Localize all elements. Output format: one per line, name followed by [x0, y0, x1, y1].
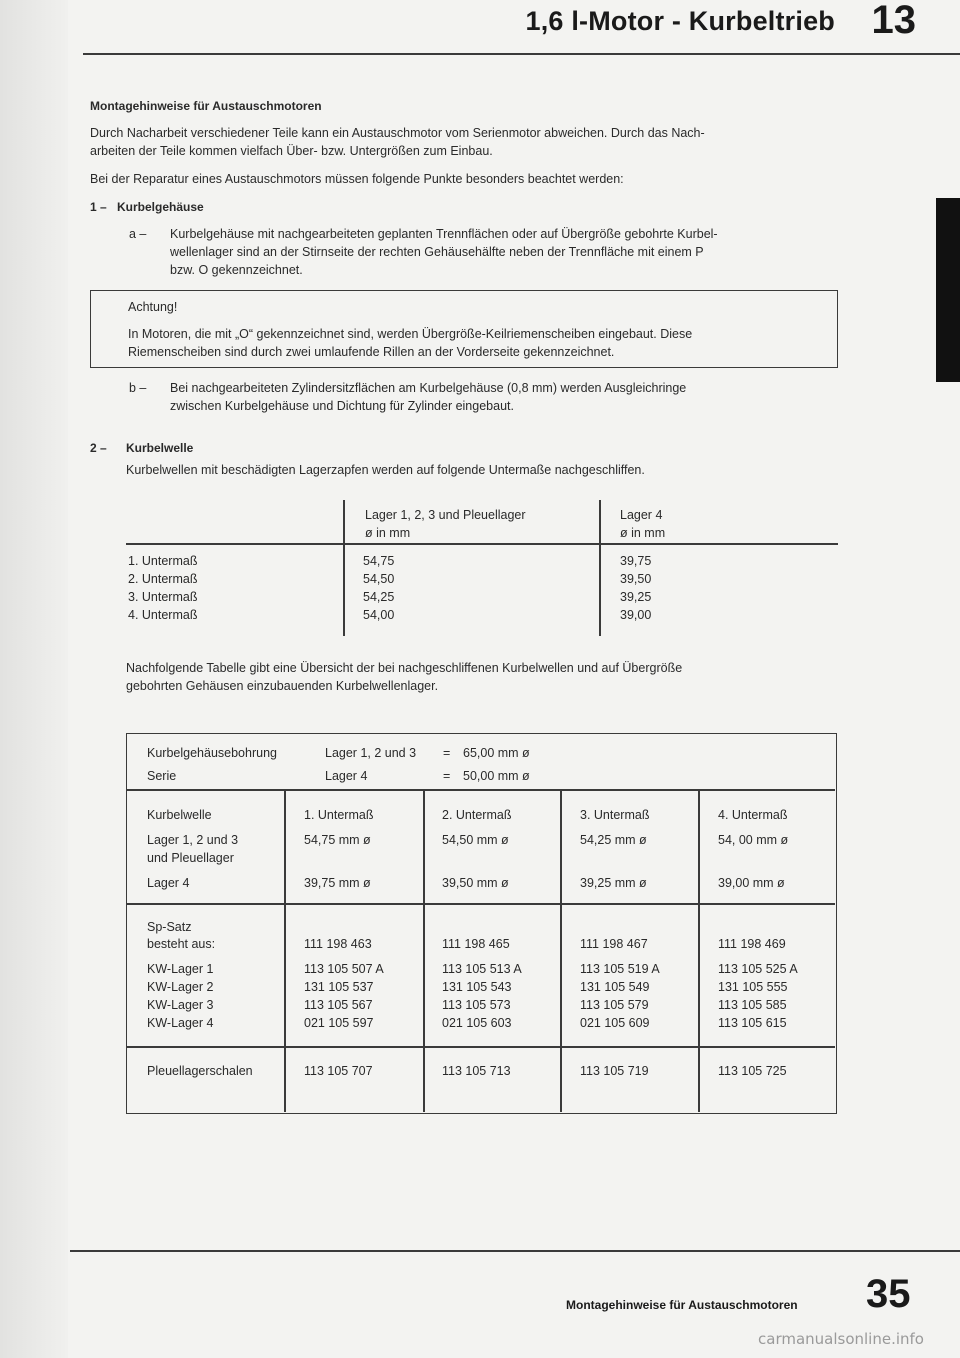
undersize-col-l4: 39,00 mm ø: [718, 876, 785, 890]
undersize-row-l4: 39,25: [620, 590, 652, 604]
rod-bearing-part: 113 105 713: [442, 1064, 511, 1078]
table-col-rule-2: [423, 789, 425, 1112]
part-number: 021 105 597: [304, 1016, 374, 1030]
undersize-col-main: 54,75 mm ø: [304, 833, 371, 847]
intro-heading: Montagehinweise für Austauschmotoren: [90, 99, 322, 113]
item-b-marker: b –: [129, 381, 147, 395]
bore-l4-value: 50,00 mm ø: [463, 769, 530, 783]
undersize-col-main: 54, 00 mm ø: [718, 833, 789, 847]
followup-line1: Nachfolgende Tabelle gibt eine Übersicht der bei nachgeschliffenen Kurbelwellen und auf Übergröße: [126, 661, 683, 675]
kw-lager-1-label: KW-Lager 1: [147, 962, 214, 976]
undersize-row-l4: 39,75: [620, 554, 652, 568]
rod-bearing-part: 113 105 707: [304, 1064, 373, 1078]
crankshaft-label: Kurbelwelle: [147, 808, 212, 822]
kw-lager-2-label: KW-Lager 2: [147, 980, 214, 994]
set-number: 111 198 463: [304, 937, 372, 951]
col1-header-line1: Lager 1, 2, 3 und Pleuellager: [365, 508, 526, 522]
table-rule-set: [127, 1046, 835, 1048]
page-edge-shade: [0, 0, 68, 1358]
warning-text: [128, 325, 828, 361]
section1-number: 1 –: [90, 200, 107, 214]
rod-bearing-label: Pleuellagerschalen: [147, 1064, 253, 1078]
undersize-col-l4: 39,75 mm ø: [304, 876, 371, 890]
undersize-row-label: 2. Untermaß: [128, 572, 198, 586]
table-col-rule-1: [284, 789, 286, 1112]
bore-label: Kurbelgehäusebohrung: [147, 746, 277, 760]
series-label: Serie: [147, 769, 177, 783]
part-number: 131 105 549: [580, 980, 650, 994]
table-rule-top: [127, 789, 835, 791]
part-number: 113 105 519 A: [580, 962, 660, 976]
intro-para1-line1: Durch Nacharbeit verschiedener Teile kann ein Austauschmotor vom Serienmotor abweichen. Durch das Nach-: [90, 126, 705, 140]
equals-sign: =: [443, 746, 451, 760]
undersize-row-label: 1. Untermaß: [128, 554, 198, 568]
item-a-line2: wellenlager sind an der Stirnseite der rechten Gehäusehälfte neben der Trennfläche mit einem P: [170, 245, 704, 259]
part-number: 021 105 603: [442, 1016, 512, 1030]
part-number: 131 105 543: [442, 980, 512, 994]
section2-text: Kurbelwellen mit beschädigten Lagerzapfen werden auf folgende Untermaße nachgeschliffen.: [126, 463, 645, 477]
crank-l4-label: Lager 4: [147, 876, 190, 890]
watermark: carmanualsonline.info: [758, 1330, 924, 1348]
col1-header-line2: ø in mm: [365, 526, 411, 540]
kw-lager-4-label: KW-Lager 4: [147, 1016, 214, 1030]
chapter-number: 13: [871, 0, 916, 42]
undersize-col-head: 1. Untermaß: [304, 808, 374, 822]
warning-line1: In Motoren, die mit „O“ gekennzeichnet sind, werden Übergröße-Keilriemenscheiben eingebaut. Diese: [128, 327, 693, 341]
table-rule-crank: [127, 903, 835, 905]
undersize-row-main: 54,50: [363, 572, 395, 586]
crank-main-label-l1: Lager 1, 2 und 3: [147, 833, 239, 847]
chapter-tab-marker: [936, 198, 960, 382]
undersize-col-main: 54,50 mm ø: [442, 833, 509, 847]
col2-header-line1: Lager 4: [620, 508, 663, 522]
rod-bearing-part: 113 105 725: [718, 1064, 787, 1078]
item-a-marker: a –: [129, 227, 147, 241]
footer-title: Montagehinweise für Austauschmotoren: [566, 1298, 798, 1312]
col2-header-line2: ø in mm: [620, 526, 666, 540]
part-number: 113 105 507 A: [304, 962, 384, 976]
set-number: 111 198 467: [580, 937, 648, 951]
section1-heading: Kurbelgehäuse: [117, 200, 204, 214]
rod-bearing-part: 113 105 719: [580, 1064, 649, 1078]
bearing-set-table: [126, 733, 837, 1114]
item-a-line1: Kurbelgehäuse mit nachgearbeiteten geplanten Trennflächen oder auf Übergröße gebohrte Kurbel-: [170, 227, 718, 241]
part-number: 021 105 609: [580, 1016, 650, 1030]
undersize-row-l4: 39,00: [620, 608, 652, 622]
undersize-row-l4: 39,50: [620, 572, 652, 586]
intro-para1-line2: arbeiten der Teile kommen vielfach Über- bzw. Untergrößen zum Einbau.: [90, 144, 493, 158]
bore-main-value: 65,00 mm ø: [463, 746, 530, 760]
part-number: 113 105 585: [718, 998, 787, 1012]
part-number: 131 105 555: [718, 980, 788, 994]
undersize-col-l4: 39,25 mm ø: [580, 876, 647, 890]
undersize-table-divider-2: [599, 500, 601, 636]
part-number: 113 105 525 A: [718, 962, 798, 976]
undersize-row-label: 3. Untermaß: [128, 590, 198, 604]
table-col-rule-4: [698, 789, 700, 1112]
crank-main-label-l2: und Pleuellager: [147, 851, 234, 865]
set-number: 111 198 469: [718, 937, 786, 951]
undersize-col-l4: 39,50 mm ø: [442, 876, 509, 890]
kw-lager-3-label: KW-Lager 3: [147, 998, 214, 1012]
equals-sign: =: [443, 769, 451, 783]
warning-box: [90, 290, 838, 368]
undersize-col-main: 54,25 mm ø: [580, 833, 647, 847]
table-col-rule-3: [560, 789, 562, 1112]
undersize-row-label: 4. Untermaß: [128, 608, 198, 622]
undersize-col-head: 4. Untermaß: [718, 808, 788, 822]
set-label-l2: besteht aus:: [147, 937, 216, 951]
page-title: 1,6 l-Motor - Kurbeltrieb: [525, 6, 835, 36]
section2-number: 2 –: [90, 441, 107, 455]
section2-heading: Kurbelwelle: [126, 441, 194, 455]
undersize-row-main: 54,00: [363, 608, 395, 622]
undersize-col-head: 2. Untermaß: [442, 808, 512, 822]
part-number: 113 105 615: [718, 1016, 787, 1030]
undersize-table-header-rule: [126, 543, 838, 545]
part-number: 113 105 573: [442, 998, 511, 1012]
item-b-line1: Bei nachgearbeiteten Zylindersitzflächen am Kurbelgehäuse (0,8 mm) werden Ausgleichringe: [170, 381, 687, 395]
footer-rule: [70, 1250, 960, 1252]
followup-line2: gebohrten Gehäusen einzubauenden Kurbelwellenlager.: [126, 679, 439, 693]
undersize-table-divider-1: [343, 500, 345, 636]
part-number: 113 105 567: [304, 998, 373, 1012]
part-number: 113 105 579: [580, 998, 649, 1012]
bore-lager-main: Lager 1, 2 und 3: [325, 746, 417, 760]
warning-title: Achtung!: [128, 300, 178, 314]
part-number: 113 105 513 A: [442, 962, 522, 976]
part-number: 131 105 537: [304, 980, 374, 994]
header-rule: [83, 53, 960, 55]
undersize-row-main: 54,25: [363, 590, 395, 604]
set-number: 111 198 465: [442, 937, 510, 951]
intro-para2: Bei der Reparatur eines Austauschmotors müssen folgende Punkte besonders beachtet werden:: [90, 172, 624, 186]
item-a-line3: bzw. O gekennzeichnet.: [170, 263, 303, 277]
warning-line2: Riemenscheiben sind durch zwei umlaufende Rillen an der Vorderseite gekennzeichnet.: [128, 345, 615, 359]
bore-lager-4: Lager 4: [325, 769, 368, 783]
undersize-row-main: 54,75: [363, 554, 395, 568]
undersize-col-head: 3. Untermaß: [580, 808, 650, 822]
page-number: 35: [866, 1272, 911, 1316]
item-b-line2: zwischen Kurbelgehäuse und Dichtung für Zylinder eingebaut.: [170, 399, 514, 413]
set-label-l1: Sp-Satz: [147, 920, 192, 934]
